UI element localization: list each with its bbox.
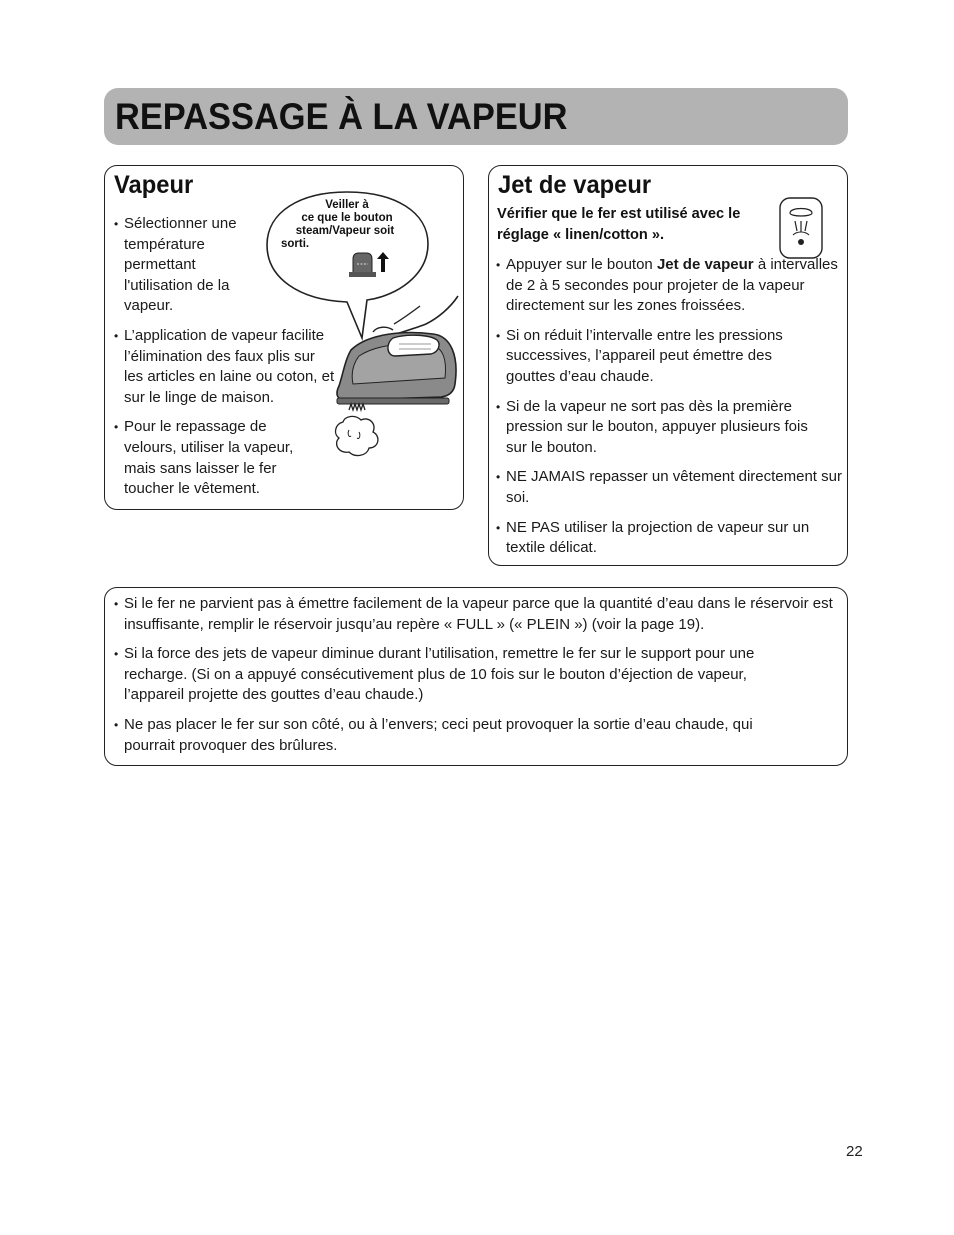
list-item: • NE JAMAIS repasser un vêtement directement sur soi.	[496, 467, 842, 508]
list-item: • Si la force des jets de vapeur diminue durant l’utilisation, remettre le fer sur le support pour une recharge. (Si on a appuyé consécutivement plus de 10 fois sur le bouton d’éjection de vapeur, l’appareil projette des gouttes d’eau chaude.)	[114, 644, 789, 706]
jet-list	[496, 255, 842, 568]
list-item: • Si le fer ne parvient pas à émettre facilement de la vapeur parce que la quantité d’eau dans le réservoir est insuffisante, remplir le réservoir jusqu’au repère « FULL » (« PLEIN ») (voir la page 19).	[114, 594, 839, 635]
list-item: • Si de la vapeur ne sort pas dès la première pression sur le bouton, appuyer plusieurs fois sur le bouton.	[496, 397, 832, 459]
list-item: • Sélectionner une température permettant l'utilisation de la vapeur.	[114, 214, 252, 317]
vapeur-heading: Vapeur	[114, 171, 194, 199]
bubble-line: sorti.	[281, 238, 310, 250]
notes-section	[104, 587, 848, 766]
notes-list	[114, 594, 839, 765]
jet-heading: Jet de vapeur	[498, 171, 652, 199]
list-item: • Si on réduit l’intervalle entre les pressions successives, l’appareil peut émettre des gouttes d’eau chaude.	[496, 326, 806, 388]
list-item-text: Appuyer sur le bouton	[506, 256, 657, 273]
vapeur-section	[104, 165, 464, 510]
list-item: • NE PAS utiliser la projection de vapeur sur un textile délicat.	[496, 518, 836, 559]
jet-de-vapeur-button-label: Jet de vapeur	[656, 256, 754, 273]
list-item: • Ne pas placer le fer sur son côté, ou à l’envers; ceci peut provoquer la sortie d’eau chaude, qui pourrait provoquer des brûlures.	[114, 715, 804, 756]
list-item: • L’application de vapeur facilite l’élimination des faux plis sur les articles en laine ou coton, et sur le linge de maison.	[114, 326, 338, 408]
jet-intro: Vérifier que le fer est utilisé avec le réglage « linen/cotton ».	[497, 206, 741, 243]
page-number: 22	[846, 1143, 863, 1160]
list-item: • Pour le repassage de velours, utiliser la vapeur, mais sans laisser le fer toucher le vêtement.	[114, 417, 310, 499]
title-bar	[104, 88, 848, 145]
bubble-line: ce que le bouton	[301, 212, 393, 224]
bubble-line: Veiller à	[325, 199, 369, 211]
steam-burst-icon	[779, 197, 823, 259]
steam-cloud-illustration	[327, 402, 387, 460]
arrow-up-icon	[377, 252, 389, 272]
bubble-line: steam/Vapeur soit	[295, 225, 395, 237]
list-item-text: à intervalles de 2 à 5 secondes pour projeter de la vapeur directement sur les zones froissées.	[506, 256, 838, 315]
jet-de-vapeur-section	[488, 165, 848, 566]
page-title: REPASSAGE À LA VAPEUR	[115, 96, 568, 137]
list-item	[496, 255, 842, 317]
